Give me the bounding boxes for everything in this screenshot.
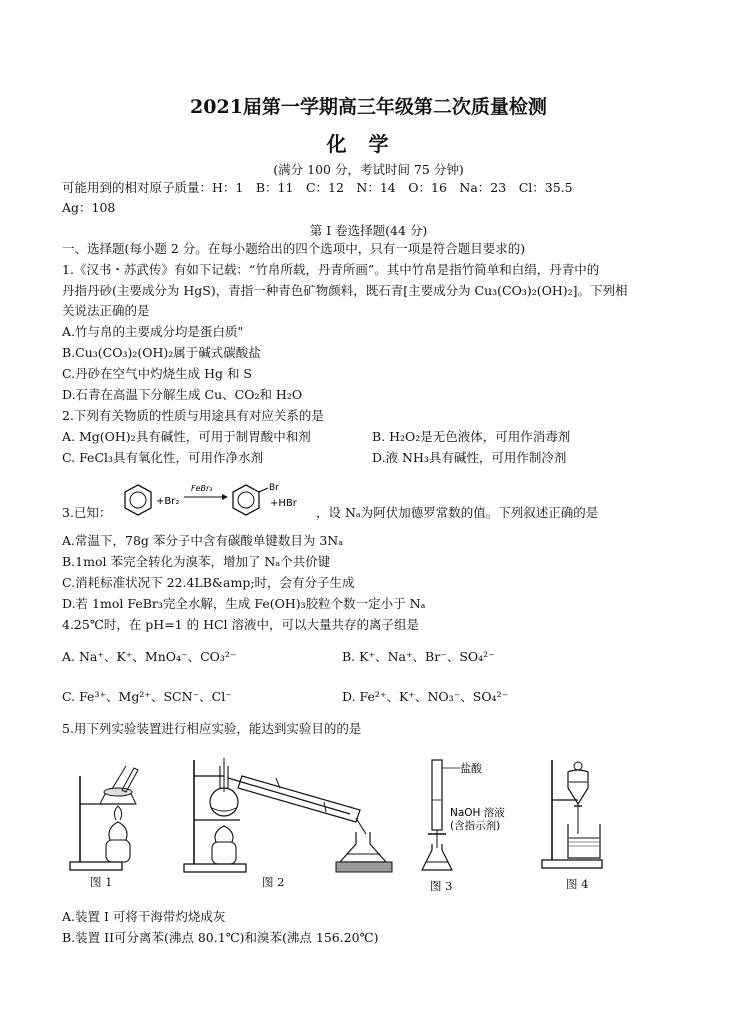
q4-option-b: B. K⁺、Na⁺、Br⁻、SO₄²⁻ bbox=[342, 649, 495, 664]
benzene-ring-product bbox=[233, 485, 268, 515]
q3-reaction-scheme bbox=[118, 477, 318, 525]
q2-option-b: B. H₂O₂是无色液体，可用作消毒剂 bbox=[372, 429, 571, 444]
figure-1-crucible-heating bbox=[66, 762, 156, 874]
reaction-arrowhead bbox=[222, 494, 228, 500]
figure-4-separatory-funnel bbox=[538, 754, 618, 872]
fig3-naoh-label: NaOH 溶液 bbox=[450, 807, 505, 819]
q1-stem-line3: 关说法正确的是 bbox=[62, 303, 150, 318]
q5-stem: 5.用下列实验装置进行相应实验，能达到实验目的的是 bbox=[62, 721, 362, 736]
exam-title: 2021届第一学期高三年级第二次质量检测 bbox=[190, 96, 547, 118]
figure-1-caption: 图 1 bbox=[90, 875, 113, 889]
q1-stem-line2: 丹指丹砂(主要成分为 HgS)，青指一种青色矿物颜料，既石青[主要成分为 Cu₃(CO₃)₂(OH)₂]。下列相 bbox=[62, 283, 628, 298]
q4-option-a: A. Na⁺、K⁺、MnO₄⁻、CO₃²⁻ bbox=[62, 649, 237, 664]
q1-option-c: C.丹砂在空气中灼烧生成 Hg 和 S bbox=[62, 366, 252, 381]
q4-option-c: C. Fe³⁺、Mg²⁺、SCN⁻、Cl⁻ bbox=[62, 689, 232, 704]
q4-stem: 4.25℃时，在 pH=1 的 HCl 溶液中，可以大量共存的离子组是 bbox=[62, 617, 420, 632]
reaction-reagent: +Br₂ bbox=[156, 496, 180, 507]
figure-2-caption: 图 2 bbox=[262, 875, 285, 889]
section-instructions: 一、选择题(每小题 2 分。在每小题给出的四个选项中，只有一项是符合题目要求的) bbox=[62, 241, 526, 256]
q3-option-a: A.常温下，78g 苯分子中含有碳酸单键数目为 3Nₐ bbox=[62, 533, 344, 548]
q1-option-b: B.Cu₃(CO₃)₂(OH)₂属于碱式碳酸盐 bbox=[62, 345, 261, 360]
q2-option-d: D.液 NH₃具有碱性，可用作制冷剂 bbox=[372, 450, 567, 465]
reaction-byproduct: +HBr bbox=[270, 498, 297, 509]
q1-stem-line1: 1.《汉书・苏武传》有如下记载：“竹帛所载，丹青所画”。其中竹帛是指竹简单和白绢，丹青中的 bbox=[62, 262, 600, 277]
figure-3-caption: 图 3 bbox=[430, 879, 453, 893]
subject-title: 化学 bbox=[326, 132, 411, 156]
q5-option-a: A.装置 I 可将干海带灼烧成灰 bbox=[62, 909, 226, 924]
figure-4-caption: 图 4 bbox=[566, 877, 589, 891]
q1-option-a: A.竹与帛的主要成分均是蛋白质" bbox=[62, 324, 244, 339]
benzene-ring-reactant bbox=[125, 485, 151, 515]
q4-option-d: D. Fe²⁺、K⁺、NO₃⁻、SO₄²⁻ bbox=[342, 689, 509, 704]
q2-option-c: C. FeCl₃具有氧化性，可用作净水剂 bbox=[62, 450, 264, 465]
q3-option-c: C.消耗标准状况下 22.4LB&amp;时，会有分子生成 bbox=[62, 575, 355, 590]
section-heading: 第 I 卷选择题(44 分) bbox=[309, 223, 428, 238]
exam-info: (满分 100 分，考试时间 75 分钟) bbox=[273, 162, 464, 177]
q3-prefix: 3.已知： bbox=[62, 505, 112, 520]
q1-option-d: D.石青在高温下分解生成 Cu、CO₂和 H₂O bbox=[62, 387, 303, 402]
q3-suffix: ，设 Nₐ为阿伏加德罗常数的值。下列叙述正确的是 bbox=[316, 505, 599, 520]
atomic-masses-line1: 可能用到的相对原子质量：H：1 B：11 C：12 N：14 O：16 Na：23 Cl：35.5 bbox=[62, 180, 573, 195]
product-substituent: Br bbox=[269, 483, 279, 493]
q3-option-d: D.若 1mol FeBr₃完全水解，生成 Fe(OH)₃胶粒个数一定小于 Nₐ bbox=[62, 596, 426, 611]
fig3-indicator-label: (含指示剂) bbox=[450, 820, 501, 832]
q2-option-a: A. Mg(OH)₂具有碱性，可用于制胃酸中和剂 bbox=[62, 429, 311, 444]
q2-stem: 2.下列有关物质的性质与用途具有对应关系的是 bbox=[62, 408, 324, 423]
q3-option-b: B.1mol 苯完全转化为溴苯，增加了 Nₐ个共价键 bbox=[62, 554, 331, 569]
q5-option-b: B.装置 II可分离苯(沸点 80.1℃)和溴苯(沸点 156.20℃) bbox=[62, 930, 379, 945]
figure-3-titration bbox=[420, 758, 530, 874]
figure-2-distillation bbox=[180, 754, 395, 876]
atomic-masses-line2: Ag：108 bbox=[62, 200, 116, 215]
reaction-catalyst: FeBr₃ bbox=[191, 484, 213, 493]
fig3-acid-label: 盐酸 bbox=[460, 762, 482, 775]
